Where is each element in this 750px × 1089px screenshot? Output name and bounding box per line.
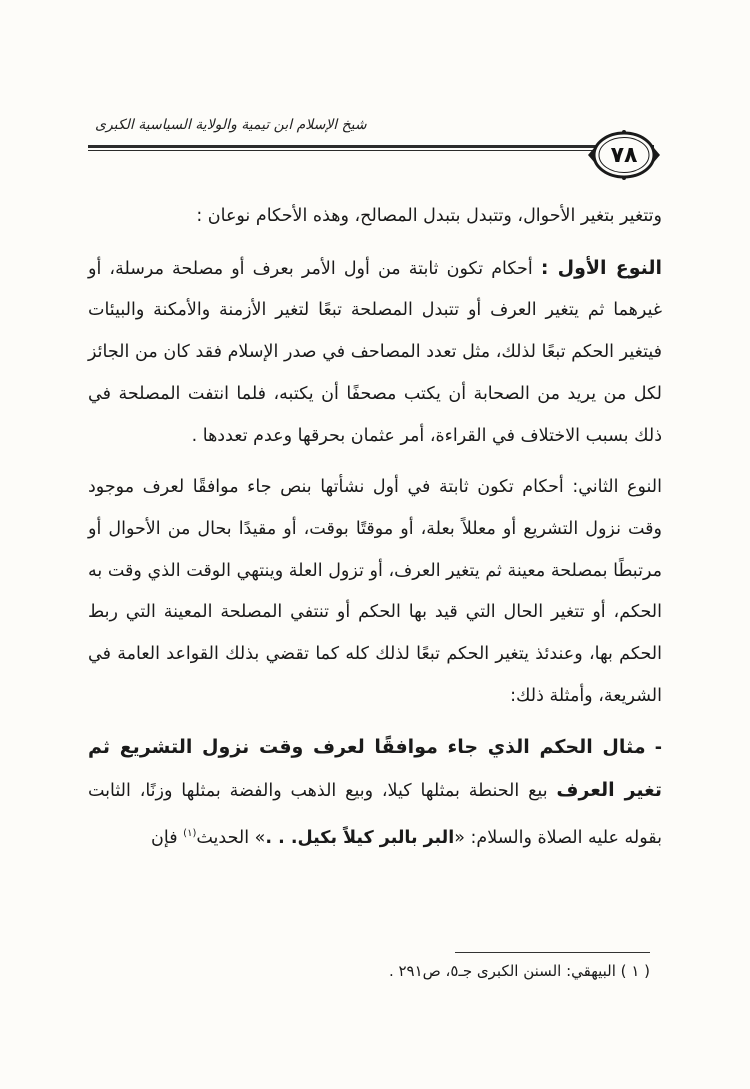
paragraph-text: وتتغير بتغير الأحوال، وتتبدل بتبدل المصالح، وهذه الأحكام نوعان : <box>196 206 662 226</box>
list-dash: - <box>645 738 662 759</box>
paragraph-example <box>88 727 662 859</box>
main-text <box>88 196 662 869</box>
paragraph-text: بيع الحنطة بمثلها كيلا، وبيع الذهب والفضة بمثلها وزنًا، الثابت بقوله عليه الصلاة والسلام: « <box>88 781 662 848</box>
paragraph-second-type <box>88 467 662 717</box>
footnote-divider <box>455 952 650 953</box>
example-heading: مثال الحكم الذي جاء موافقًا لعرف وقت نزول التشريع ثم تغير العرف <box>88 736 662 802</box>
header-rule <box>88 143 654 152</box>
paragraph-text: النوع الثاني: أحكام تكون ثابتة في أول نشأتها بنص جاء موافقًا لعرف موجود وقت نزول التشريع أو معللاً بعلة، أو موقتًا بوقت، أو مقيدًا بحال من الأحوال أو مرتبطًا بمصلحة معينة ثم يتغير العرف، أو تزول العلة وينتهي الوقت الذي وقت به الحكم، أو تتغير الحال التي قيد بها الحكم أو تنتفي المصلحة المعينة التي ربط الحكم بها، وعندئذ يتغير الحكم تبعًا لذلك كله كما تقضي بذلك القواعد العامة في الشريعة، وأمثلة ذلك: <box>88 477 662 706</box>
hadith-quote: البر بالبر كيلاً بكيل. . . <box>265 827 455 848</box>
paragraph-text: فإن <box>151 827 184 848</box>
section-heading: النوع الأول : <box>540 256 663 279</box>
paragraph-text: أحكام تكون ثابتة من أول الأمر بعرف أو مصلحة مرسلة، أو غيرهما ثم يتغير العرف أو تتبدل المصلحة تبعًا لتغير الأزمنة والأمكنة والبيئات فيتغير الحكم تبعًا لذلك، مثل تعدد المصاحف في صدر الإسلام فقد كان من الجائز لكل من يريد من الصحابة أن يكتب مصحفًا أن يكتبه، فلما انتفت المصلحة في ذلك بسبب الاختلاف في القراءة، أمر عثمان بحرقها وعدم تعددها . <box>88 258 662 446</box>
page-number-badge <box>585 128 663 182</box>
running-title: شيخ الإسلام ابن تيمية والولاية السياسية الكبرى <box>95 117 367 133</box>
paragraph-intro <box>88 196 662 238</box>
footnote: ( ١ ) البيهقي: السنن الكبرى جـ٥، ص٢٩١ . <box>388 962 650 980</box>
footnote-ref: (١) <box>183 827 197 839</box>
paragraph-text: » الحديث <box>196 827 266 848</box>
page-number: ٧٨ <box>610 142 638 168</box>
paragraph-first-type <box>88 248 662 458</box>
